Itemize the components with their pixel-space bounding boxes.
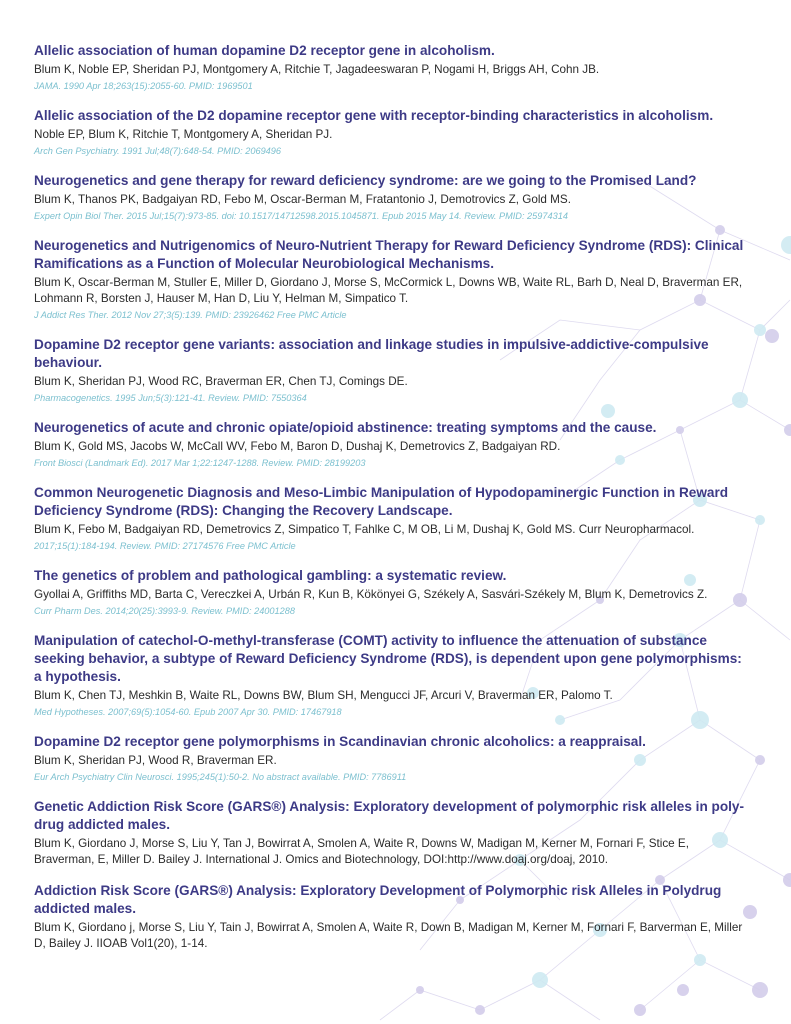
reference-item <box>34 42 746 93</box>
reference-citation: J Addict Res Ther. 2012 Nov 27;3(5):139. PMID: 23926462 Free PMC Article <box>34 310 347 320</box>
reference-authors: Blum K, Gold MS, Jacobs W, McCall WV, Febo M, Baron D, Dushaj K, Demetrovics Z, Badgaiyan RD. <box>34 440 561 453</box>
reference-authors: Blum K, Oscar-Berman M, Stuller E, Miller D, Giordano J, Morse S, McCormick L, Downs WB, Waite RL, Barh D, Neal D, Braverman ER, Lohmann R, Borsten J, Hauser M, Han D, Liu Y, Helman M, Simpatico T. <box>34 276 743 305</box>
reference-item <box>34 172 746 223</box>
reference-title[interactable]: Neurogenetics of acute and chronic opiate/opioid abstinence: treating symptoms and the cause. <box>34 420 657 435</box>
reference-title[interactable]: The genetics of problem and pathological gambling: a systematic review. <box>34 568 507 583</box>
reference-item <box>34 107 746 158</box>
reference-authors: Gyollai A, Griffiths MD, Barta C, Vereczkei A, Urbán R, Kun B, Kökönyei G, Székely A, Sasvári-Székely M, Blum K, Demetrovics Z. <box>34 588 708 601</box>
reference-citation: Pharmacogenetics. 1995 Jun;5(3):121-41. Review. PMID: 7550364 <box>34 393 307 403</box>
reference-item <box>34 567 746 618</box>
reference-citation: Arch Gen Psychiatry. 1991 Jul;48(7):648-54. PMID: 2069496 <box>34 146 282 156</box>
reference-item <box>34 632 746 719</box>
reference-title[interactable]: Dopamine D2 receptor gene polymorphisms in Scandinavian chronic alcoholics: a reappraisal. <box>34 734 646 749</box>
reference-citation: Med Hypotheses. 2007;69(5):1054-60. Epub 2007 Apr 30. PMID: 17467918 <box>34 707 342 717</box>
reference-title[interactable]: Neurogenetics and Nutrigenomics of Neuro-Nutrient Therapy for Reward Deficiency Syndrome (RDS): Clinical Ramifications as a Function of Molecular Neurobiological Mechanisms. <box>34 238 744 271</box>
reference-citation: JAMA. 1990 Apr 18;263(15):2055-60. PMID: 1969501 <box>34 81 253 91</box>
reference-item <box>34 733 746 784</box>
reference-authors: Blum K, Thanos PK, Badgaiyan RD, Febo M, Oscar-Berman M, Fratantonio J, Demotrovics Z, Gold MS. <box>34 193 571 206</box>
reference-title[interactable]: Genetic Addiction Risk Score (GARS®) Analysis: Exploratory development of polymorphic risk alleles in poly-drug addicted males. <box>34 799 745 832</box>
reference-item <box>34 484 746 553</box>
reference-authors: Blum K, Giordano J, Morse S, Liu Y, Tan J, Bowirrat A, Smolen A, Waite R, Downs W, Madigan M, Kerner M, Fornari F, Stice E, Braverman, E, Miller D. Bailey J. International J. Omics and Biotechnology, DOI:http://www.doaj.org/doaj, 2010. <box>34 837 689 866</box>
reference-authors: Blum K, Sheridan PJ, Wood RC, Braverman ER, Chen TJ, Comings DE. <box>34 375 408 388</box>
reference-item <box>34 798 746 868</box>
reference-citation: 2017;15(1):184-194. Review. PMID: 27174576 Free PMC Article <box>34 541 296 551</box>
reference-title[interactable]: Common Neurogenetic Diagnosis and Meso-Limbic Manipulation of Hypodopaminergic Function in Reward Deficiency Syndrome (RDS): Changing the Recovery Landscape. <box>34 485 729 518</box>
reference-title[interactable]: Dopamine D2 receptor gene variants: association and linkage studies in impulsive-addictive-compulsive behaviour. <box>34 337 709 370</box>
reference-citation: Expert Opin Biol Ther. 2015 Jul;15(7):973-85. doi: 10.1517/14712598.2015.1045871. Epub 2015 May 14. Review. PMID: 25974314 <box>34 211 568 221</box>
reference-title[interactable]: Addiction Risk Score (GARS®) Analysis: Exploratory Development of Polymorphic risk Alleles in Polydrug addicted males. <box>34 883 722 916</box>
reference-title[interactable]: Allelic association of the D2 dopamine receptor gene with receptor-binding characteristics in alcoholism. <box>34 108 714 123</box>
reference-authors: Blum K, Chen TJ, Meshkin B, Waite RL, Downs BW, Blum SH, Mengucci JF, Arcuri V, Braverman ER, Palomo T. <box>34 689 613 702</box>
reference-item <box>34 336 746 405</box>
reference-authors: Blum K, Giordano j, Morse S, Liu Y, Tain J, Bowirrat A, Smolen A, Waite R, Down B, Madigan M, Kerner M, Fornari F, Barverman E, Miller D, Bailey J. IIOAB Vol1(20), 1-14. <box>34 921 743 950</box>
reference-authors: Noble EP, Blum K, Ritchie T, Montgomery A, Sheridan PJ. <box>34 128 333 141</box>
reference-title[interactable]: Allelic association of human dopamine D2 receptor gene in alcoholism. <box>34 43 495 58</box>
reference-title[interactable]: Neurogenetics and gene therapy for reward deficiency syndrome: are we going to the Promised Land? <box>34 173 697 188</box>
reference-list <box>34 42 746 966</box>
reference-citation: Front Biosci (Landmark Ed). 2017 Mar 1;22:1247-1288. Review. PMID: 28199203 <box>34 458 366 468</box>
reference-citation: Eur Arch Psychiatry Clin Neurosci. 1995;245(1):50-2. No abstract available. PMID: 7786911 <box>34 772 407 782</box>
reference-title[interactable]: Manipulation of catechol-O-methyl-transferase (COMT) activity to influence the attenuation of substance seeking behavior, a subtype of Reward Deficiency Syndrome (RDS), is dependent upon gene polymorphisms: a hypothesis. <box>34 633 742 684</box>
reference-authors: Blum K, Febo M, Badgaiyan RD, Demetrovics Z, Simpatico T, Fahlke C, M OB, Li M, Dushaj K, Gold MS. Curr Neuropharmacol. <box>34 523 695 536</box>
reference-item <box>34 419 746 470</box>
reference-authors: Blum K, Sheridan PJ, Wood R, Braverman ER. <box>34 754 277 767</box>
reference-item <box>34 882 746 952</box>
reference-item <box>34 237 746 322</box>
reference-citation: Curr Pharm Des. 2014;20(25):3993-9. Review. PMID: 24001288 <box>34 606 295 616</box>
reference-authors: Blum K, Noble EP, Sheridan PJ, Montgomery A, Ritchie T, Jagadeeswaran P, Nogami H, Briggs AH, Cohn JB. <box>34 63 600 76</box>
